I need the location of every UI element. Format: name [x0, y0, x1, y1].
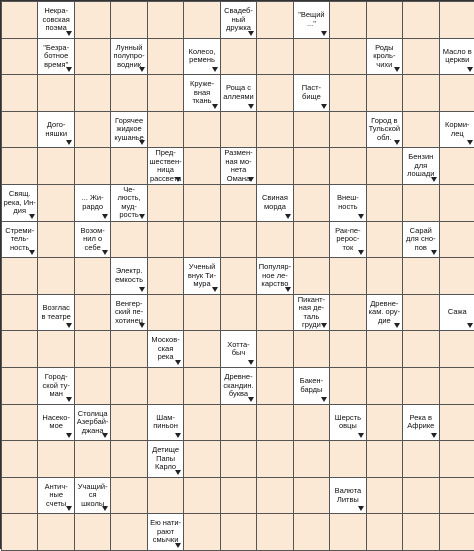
- answer-cell[interactable]: [256, 1, 293, 39]
- pointer-arrow-icon: [321, 104, 327, 109]
- clue-text: Хотта- быч: [227, 339, 250, 358]
- pointer-arrow-icon: [212, 67, 218, 72]
- answer-cell[interactable]: [1, 38, 38, 76]
- clue-text: Че- люсть, муд- рость: [117, 184, 141, 220]
- clue-text: Размен- ная мо- нета Омана: [224, 148, 253, 183]
- answer-cell[interactable]: [256, 147, 293, 185]
- clue-cell: [366, 111, 403, 149]
- pointer-arrow-icon: [29, 214, 35, 219]
- answer-cell[interactable]: [329, 294, 366, 332]
- answer-cell[interactable]: [329, 330, 366, 368]
- answer-cell[interactable]: [402, 477, 439, 515]
- answer-cell[interactable]: [256, 440, 293, 478]
- clue-text: Столица Азербай- джана: [76, 408, 109, 435]
- clue-text: Свадеб- ный дружка: [224, 6, 253, 33]
- answer-cell[interactable]: [147, 257, 184, 295]
- pointer-arrow-icon: [248, 397, 254, 402]
- pointer-arrow-icon: [66, 67, 72, 72]
- answer-cell[interactable]: [110, 147, 147, 185]
- clue-cell: [439, 111, 474, 149]
- clue-cell: [220, 74, 257, 112]
- answer-cell[interactable]: [183, 330, 220, 368]
- clue-cell: [220, 1, 257, 39]
- answer-cell[interactable]: [110, 221, 147, 259]
- clue-cell: [183, 74, 220, 112]
- answer-cell[interactable]: [329, 367, 366, 405]
- answer-cell[interactable]: [366, 184, 403, 222]
- clue-cell: [37, 367, 74, 405]
- pointer-arrow-icon: [66, 323, 72, 328]
- pointer-arrow-icon: [394, 323, 400, 328]
- clue-text: Лунный полупро- водник: [113, 42, 145, 69]
- clue-text: Валюта Литвы: [334, 486, 362, 504]
- answer-cell[interactable]: [293, 147, 330, 185]
- clue-text: Внеш- ность: [336, 193, 359, 211]
- answer-cell[interactable]: [220, 440, 257, 478]
- pointer-arrow-icon: [467, 323, 473, 328]
- clue-text: Рак-пе- рерос- ток: [335, 225, 361, 252]
- answer-cell[interactable]: [439, 147, 474, 185]
- answer-cell[interactable]: [256, 111, 293, 149]
- clue-text: Шам- пиньон: [153, 412, 178, 431]
- answer-cell[interactable]: [366, 477, 403, 515]
- pointer-arrow-icon: [175, 433, 181, 438]
- pointer-arrow-icon: [358, 506, 364, 511]
- clue-text: Антич- ные счеты: [44, 481, 68, 508]
- answer-cell[interactable]: [402, 1, 439, 39]
- answer-cell[interactable]: [256, 513, 293, 551]
- answer-cell[interactable]: [293, 440, 330, 478]
- clue-text: Шерсть овцы: [334, 412, 362, 431]
- clue-text: Город- ской ту- ман: [42, 372, 70, 399]
- answer-cell[interactable]: [74, 513, 111, 551]
- answer-cell[interactable]: [37, 513, 74, 551]
- clue-text: Некра- совская поэма: [42, 6, 70, 33]
- clue-cell: [37, 111, 74, 149]
- answer-cell[interactable]: [329, 74, 366, 112]
- answer-cell[interactable]: [220, 257, 257, 295]
- answer-cell[interactable]: [366, 440, 403, 478]
- answer-cell[interactable]: [147, 184, 184, 222]
- pointer-arrow-icon: [431, 177, 437, 182]
- answer-cell[interactable]: [293, 477, 330, 515]
- answer-cell[interactable]: [220, 404, 257, 442]
- answer-cell[interactable]: [147, 221, 184, 259]
- clue-text: Корми- лец: [444, 120, 470, 138]
- clue-text: Пикант- ная де- таль груди: [297, 294, 326, 330]
- clue-text: Колесо, ремень: [188, 46, 216, 65]
- answer-cell[interactable]: [439, 440, 474, 478]
- answer-cell[interactable]: [1, 294, 38, 332]
- pointer-arrow-icon: [66, 397, 72, 402]
- clue-cell: [147, 513, 184, 551]
- pointer-arrow-icon: [139, 323, 145, 328]
- answer-cell[interactable]: [256, 367, 293, 405]
- pointer-arrow-icon: [321, 31, 327, 36]
- clue-cell: [1, 184, 38, 222]
- pointer-arrow-icon: [175, 177, 181, 182]
- answer-cell[interactable]: [74, 147, 111, 185]
- answer-cell[interactable]: [1, 477, 38, 515]
- clue-cell: [329, 477, 366, 515]
- clue-cell: [147, 404, 184, 442]
- answer-cell[interactable]: [1, 1, 38, 39]
- clue-cell: [110, 111, 147, 149]
- pointer-arrow-icon: [66, 506, 72, 511]
- answer-cell[interactable]: [183, 221, 220, 259]
- clue-cell: [329, 404, 366, 442]
- answer-cell[interactable]: [366, 513, 403, 551]
- clue-cell: [293, 74, 330, 112]
- pointer-arrow-icon: [66, 140, 72, 145]
- answer-cell[interactable]: [147, 367, 184, 405]
- answer-cell[interactable]: [402, 74, 439, 112]
- answer-cell[interactable]: [439, 330, 474, 368]
- clue-cell: [329, 221, 366, 259]
- answer-cell[interactable]: [439, 74, 474, 112]
- clue-cell: [37, 477, 74, 515]
- answer-cell[interactable]: [110, 477, 147, 515]
- answer-cell[interactable]: [37, 440, 74, 478]
- clue-text: Электр. емкость: [115, 266, 144, 284]
- answer-cell[interactable]: [402, 257, 439, 295]
- answer-cell[interactable]: [74, 111, 111, 149]
- answer-cell[interactable]: [183, 111, 220, 149]
- pointer-arrow-icon: [139, 140, 145, 145]
- answer-cell[interactable]: [147, 477, 184, 515]
- clue-text: Возом- нил о себе: [80, 225, 105, 252]
- clue-cell: [220, 330, 257, 368]
- answer-cell[interactable]: [183, 404, 220, 442]
- answer-cell[interactable]: [110, 330, 147, 368]
- clue-text: Венгер- ский пе- хотинец: [114, 298, 144, 325]
- answer-cell[interactable]: [402, 111, 439, 149]
- answer-cell[interactable]: [1, 513, 38, 551]
- clue-cell: [439, 294, 474, 332]
- answer-cell[interactable]: [256, 404, 293, 442]
- answer-cell[interactable]: [366, 221, 403, 259]
- clue-text: Дого- няшки: [45, 120, 68, 138]
- pointer-arrow-icon: [248, 360, 254, 365]
- clue-cell: [110, 38, 147, 76]
- answer-cell[interactable]: [74, 38, 111, 76]
- clue-cell: [220, 367, 257, 405]
- answer-cell[interactable]: [366, 330, 403, 368]
- answer-cell[interactable]: [147, 74, 184, 112]
- answer-cell[interactable]: [183, 440, 220, 478]
- answer-cell[interactable]: [439, 404, 474, 442]
- answer-cell[interactable]: [147, 294, 184, 332]
- answer-cell[interactable]: [256, 74, 293, 112]
- answer-cell[interactable]: [74, 330, 111, 368]
- clue-cell: [329, 184, 366, 222]
- answer-cell[interactable]: [366, 367, 403, 405]
- clue-text: Свящ. река, Ин- дия: [3, 189, 36, 216]
- clue-cell: [183, 38, 220, 76]
- clue-cell: [147, 440, 184, 478]
- pointer-arrow-icon: [66, 433, 72, 438]
- answer-cell[interactable]: [256, 221, 293, 259]
- answer-cell[interactable]: [293, 257, 330, 295]
- answer-cell[interactable]: [329, 38, 366, 76]
- clue-text: Пред- шествен- ница рассвета: [149, 148, 182, 183]
- answer-cell[interactable]: [329, 111, 366, 149]
- clue-cell: [37, 38, 74, 76]
- answer-cell[interactable]: [183, 147, 220, 185]
- clue-text: Популяр- ное ле- карство: [258, 262, 292, 289]
- answer-cell[interactable]: [110, 74, 147, 112]
- clue-cell: [74, 184, 111, 222]
- answer-cell[interactable]: [37, 74, 74, 112]
- clue-cell: [402, 221, 439, 259]
- clue-cell: [183, 257, 220, 295]
- answer-cell[interactable]: [1, 440, 38, 478]
- clue-text: Учащий- ся школы: [77, 481, 108, 508]
- answer-cell[interactable]: [439, 221, 474, 259]
- clue-cell: [220, 147, 257, 185]
- answer-cell[interactable]: [110, 1, 147, 39]
- answer-cell[interactable]: [147, 1, 184, 39]
- answer-cell[interactable]: [1, 404, 38, 442]
- pointer-arrow-icon: [321, 397, 327, 402]
- answer-cell[interactable]: [147, 38, 184, 76]
- answer-cell[interactable]: [293, 330, 330, 368]
- answer-cell[interactable]: [110, 513, 147, 551]
- answer-cell[interactable]: [439, 1, 474, 39]
- clue-text: "Вещий ...": [298, 10, 325, 28]
- answer-cell[interactable]: [402, 367, 439, 405]
- answer-cell[interactable]: [293, 404, 330, 442]
- pointer-arrow-icon: [431, 433, 437, 438]
- pointer-arrow-icon: [358, 433, 364, 438]
- answer-cell[interactable]: [74, 367, 111, 405]
- answer-cell[interactable]: [74, 440, 111, 478]
- answer-cell[interactable]: [256, 294, 293, 332]
- answer-cell[interactable]: [402, 294, 439, 332]
- pointer-arrow-icon: [175, 360, 181, 365]
- answer-cell[interactable]: [329, 440, 366, 478]
- pointer-arrow-icon: [248, 177, 254, 182]
- answer-cell[interactable]: [183, 367, 220, 405]
- clue-cell: [293, 1, 330, 39]
- answer-cell[interactable]: [402, 38, 439, 76]
- clue-cell: [147, 147, 184, 185]
- clue-text: Москов- ская река: [151, 335, 180, 362]
- clue-text: Бакен- барды: [299, 376, 324, 394]
- clue-text: Ученый внук Ти- мура: [187, 262, 217, 289]
- answer-cell[interactable]: [74, 74, 111, 112]
- clue-cell: [293, 367, 330, 405]
- clue-text: ... Жи- рардо: [81, 193, 104, 211]
- answer-cell[interactable]: [439, 477, 474, 515]
- clue-text: Река в Африке: [407, 412, 435, 431]
- clue-cell: [256, 257, 293, 295]
- answer-cell[interactable]: [256, 330, 293, 368]
- pointer-arrow-icon: [285, 214, 291, 219]
- pointer-arrow-icon: [102, 433, 108, 438]
- clue-text: Роды кроль- чихи: [373, 42, 396, 69]
- answer-cell[interactable]: [220, 477, 257, 515]
- answer-cell[interactable]: [220, 38, 257, 76]
- clue-text: Возглас в театре: [41, 303, 71, 321]
- answer-cell[interactable]: [37, 147, 74, 185]
- answer-cell[interactable]: [37, 221, 74, 259]
- clue-cell: [293, 294, 330, 332]
- answer-cell[interactable]: [37, 330, 74, 368]
- clue-cell: [1, 221, 38, 259]
- answer-cell[interactable]: [147, 111, 184, 149]
- answer-cell[interactable]: [366, 1, 403, 39]
- answer-cell[interactable]: [183, 477, 220, 515]
- clue-cell: [402, 147, 439, 185]
- pointer-arrow-icon: [175, 470, 181, 475]
- clue-text: Насеко- мое: [42, 412, 70, 431]
- clue-text: Стреми- тель- ность: [5, 225, 35, 252]
- clue-cell: [74, 221, 111, 259]
- pointer-arrow-icon: [285, 287, 291, 292]
- answer-cell[interactable]: [256, 38, 293, 76]
- pointer-arrow-icon: [139, 67, 145, 72]
- answer-cell[interactable]: [1, 367, 38, 405]
- answer-cell[interactable]: [366, 147, 403, 185]
- clue-text: Детище Папы Карло: [152, 445, 180, 472]
- pointer-arrow-icon: [431, 250, 437, 255]
- answer-cell[interactable]: [37, 184, 74, 222]
- clue-cell: [366, 38, 403, 76]
- answer-cell[interactable]: [402, 330, 439, 368]
- answer-cell[interactable]: [1, 111, 38, 149]
- answer-cell[interactable]: [329, 147, 366, 185]
- clue-text: Масло в церкви: [442, 46, 472, 65]
- pointer-arrow-icon: [248, 104, 254, 109]
- pointer-arrow-icon: [102, 506, 108, 511]
- clue-cell: [110, 294, 147, 332]
- answer-cell[interactable]: [402, 513, 439, 551]
- pointer-arrow-icon: [467, 67, 473, 72]
- clue-text: Город в Тульской обл.: [368, 115, 401, 142]
- answer-cell[interactable]: [439, 513, 474, 551]
- pointer-arrow-icon: [139, 287, 145, 292]
- clue-cell: [366, 294, 403, 332]
- answer-cell[interactable]: [110, 440, 147, 478]
- answer-cell[interactable]: [110, 404, 147, 442]
- answer-cell[interactable]: [74, 294, 111, 332]
- answer-cell[interactable]: [329, 1, 366, 39]
- clue-cell: [74, 404, 111, 442]
- pointer-arrow-icon: [139, 214, 145, 219]
- clue-text: Паст- бище: [301, 83, 322, 101]
- clue-text: Горячее жидкое кушанье: [114, 115, 144, 142]
- answer-cell[interactable]: [74, 1, 111, 39]
- answer-cell[interactable]: [329, 513, 366, 551]
- answer-cell[interactable]: [220, 513, 257, 551]
- clue-text: Бензин для лошади: [407, 152, 435, 179]
- clue-cell: [37, 294, 74, 332]
- clue-cell: [147, 330, 184, 368]
- clue-text: Свиная морда: [261, 193, 288, 211]
- clue-cell: [37, 404, 74, 442]
- clue-text: "Безра- ботное время": [43, 42, 70, 69]
- pointer-arrow-icon: [175, 543, 181, 548]
- answer-cell[interactable]: [1, 330, 38, 368]
- answer-cell[interactable]: [183, 294, 220, 332]
- answer-cell[interactable]: [293, 221, 330, 259]
- answer-cell[interactable]: [293, 184, 330, 222]
- answer-cell[interactable]: [366, 404, 403, 442]
- answer-cell[interactable]: [1, 257, 38, 295]
- answer-cell[interactable]: [256, 477, 293, 515]
- clue-cell: [110, 184, 147, 222]
- clue-text: Сажа: [447, 307, 467, 317]
- pointer-arrow-icon: [358, 250, 364, 255]
- answer-cell[interactable]: [183, 1, 220, 39]
- clue-text: Роща с аллеями: [223, 83, 254, 101]
- pointer-arrow-icon: [248, 31, 254, 36]
- pointer-arrow-icon: [102, 250, 108, 255]
- answer-cell[interactable]: [402, 440, 439, 478]
- pointer-arrow-icon: [102, 214, 108, 219]
- clue-text: Древне- скандин. буква: [223, 372, 254, 399]
- pointer-arrow-icon: [212, 104, 218, 109]
- answer-cell[interactable]: [110, 367, 147, 405]
- pointer-arrow-icon: [394, 140, 400, 145]
- clue-cell: [402, 404, 439, 442]
- pointer-arrow-icon: [467, 140, 473, 145]
- clue-cell: [439, 38, 474, 76]
- pointer-arrow-icon: [394, 67, 400, 72]
- answer-cell[interactable]: [439, 184, 474, 222]
- clue-cell: [256, 184, 293, 222]
- answer-cell[interactable]: [293, 38, 330, 76]
- answer-cell[interactable]: [220, 221, 257, 259]
- pointer-arrow-icon: [358, 214, 364, 219]
- answer-cell[interactable]: [1, 74, 38, 112]
- pointer-arrow-icon: [29, 250, 35, 255]
- answer-cell[interactable]: [183, 513, 220, 551]
- answer-cell[interactable]: [366, 257, 403, 295]
- answer-cell[interactable]: [1, 147, 38, 185]
- clue-text: Сарай для сно- пов: [406, 225, 436, 252]
- pointer-arrow-icon: [321, 323, 327, 328]
- answer-cell[interactable]: [220, 111, 257, 149]
- pointer-arrow-icon: [66, 31, 72, 36]
- answer-cell[interactable]: [183, 184, 220, 222]
- answer-cell[interactable]: [293, 111, 330, 149]
- answer-cell[interactable]: [439, 367, 474, 405]
- clue-text: Ею нати- рают смычки: [150, 518, 182, 545]
- answer-cell[interactable]: [366, 74, 403, 112]
- clue-cell: [110, 257, 147, 295]
- answer-cell[interactable]: [74, 257, 111, 295]
- answer-cell[interactable]: [220, 184, 257, 222]
- pointer-arrow-icon: [212, 287, 218, 292]
- answer-cell[interactable]: [402, 184, 439, 222]
- clue-text: Древне- кам. ору- дие: [368, 298, 401, 325]
- answer-cell[interactable]: [220, 294, 257, 332]
- answer-cell[interactable]: [439, 257, 474, 295]
- answer-cell[interactable]: [293, 513, 330, 551]
- clue-cell: [74, 477, 111, 515]
- answer-cell[interactable]: [37, 257, 74, 295]
- answer-cell[interactable]: [329, 257, 366, 295]
- clue-text: Круже- вная ткань: [190, 79, 215, 106]
- clue-cell: [37, 1, 74, 39]
